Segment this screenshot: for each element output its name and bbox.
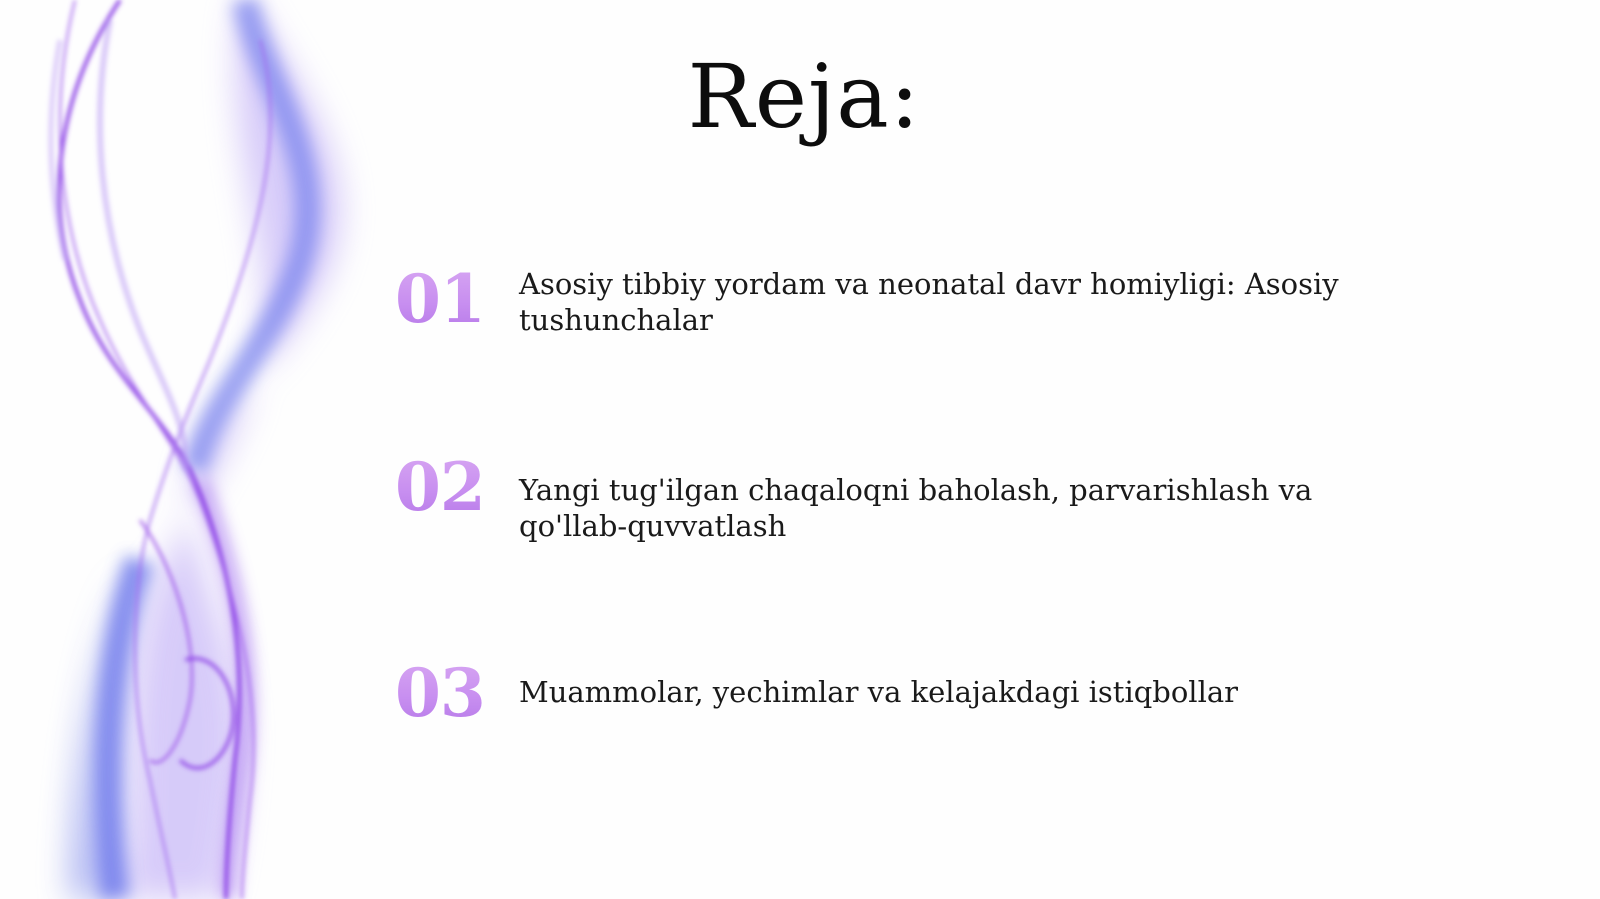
item-text: Yangi tug'ilgan chaqaloqni baholash, parvarishlash va qo'llab-quvvatlash bbox=[519, 473, 1313, 543]
item-number: 01 bbox=[395, 260, 485, 338]
item-text: Muammolar, yechimlar va kelajakdagi istiqbollar bbox=[519, 675, 1239, 709]
slide-title: Reja: bbox=[687, 45, 921, 148]
item-text: Asosiy tibbiy yordam va neonatal davr homiyligi: Asosiy tushunchalar bbox=[519, 267, 1339, 337]
item-number: 03 bbox=[395, 654, 485, 732]
item-number: 02 bbox=[395, 448, 485, 526]
